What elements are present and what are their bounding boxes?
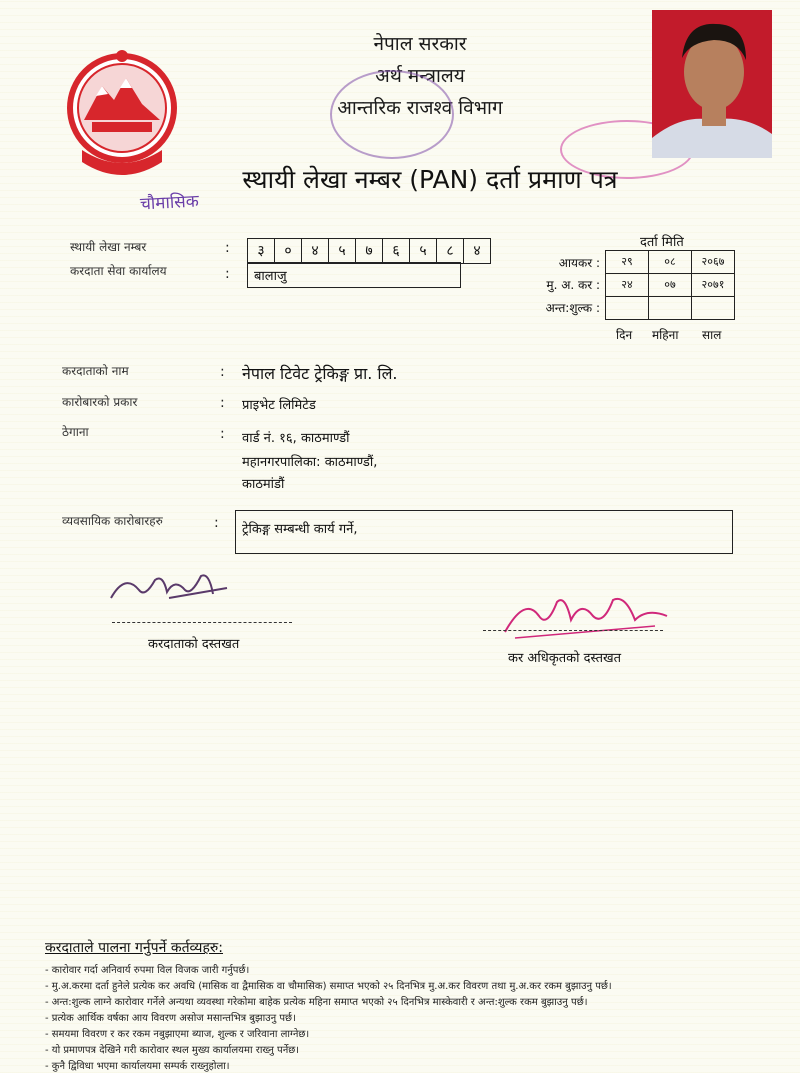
department-name: आन्तरिक राजश्व विभाग [337,97,503,119]
month-cell: ०७ [648,274,691,296]
address-label: ठेगाना [62,425,89,439]
month-cell: ०८ [648,251,691,273]
pan-digit: ६ [382,239,409,263]
taxpayer-name-label: करदाताको नाम [62,364,129,378]
nepal-emblem-icon [62,38,182,188]
year-cell [691,297,734,319]
taxpayer-name: नेपाल टिवेट ट्रेकिङ्ग प्रा. लि. [242,364,398,383]
excise-label: अन्त:शुल्क : [545,301,600,315]
duty-item: - कारोवार गर्दा अनिवार्य रुपमा विल विजक जारी गर्नुपर्छ। [45,965,250,976]
officer-signature-icon [495,586,675,646]
tax-office-box [247,262,461,288]
registration-date-table [605,250,735,320]
month-column-label: महिना [652,328,679,342]
address-line-2: महानगरपालिका: काठमाण्डौं, [242,455,378,470]
year-column-label: साल [702,328,722,342]
certificate-title: स्थायी लेखा नम्बर (PAN) दर्ता प्रमाण पत्र [242,165,618,194]
pan-digit: ८ [436,239,463,263]
colon: : [220,364,225,380]
taxpayer-photo [652,10,772,158]
day-column-label: दिन [616,328,633,342]
business-activities: ट्रेकिङ्ग सम्बन्धी कार्य गर्ने, [242,522,358,537]
duty-item: - कुनै द्विविधा भएमा कार्यालयमा सम्पर्क राख्नुहोला। [45,1061,230,1072]
day-cell: २४ [621,278,633,291]
colon: : [220,395,225,411]
duty-item: - प्रत्येक आर्थिक वर्षका आय विवरण असोज मसान्तभित्र बुझाउनु पर्छ। [45,1013,296,1024]
business-type: प्राइभेट लिमिटेड [242,398,316,413]
colon: : [214,515,219,531]
income-tax-label: आयकर : [558,256,600,270]
pan-digit: ४ [301,239,328,263]
business-activities-box [235,510,733,554]
person-icon [652,10,772,158]
taxpayer-signature-label: करदाताको दस्तखत [148,637,240,652]
colon: : [225,266,230,282]
month-cell [648,297,691,319]
pan-digit: ७ [355,239,382,263]
office-stamp [330,70,454,159]
duty-item: - यो प्रमाणपत्र देखिने गरी कारोवार स्थल मुख्य कार्यालयमा राख्नु पर्नेछ। [45,1045,300,1056]
business-type-label: कारोबारको प्रकार [62,395,138,409]
address-line-3: काठमांडौं [242,477,285,492]
officer-signature-label: कर अधिकृतको दस्तखत [508,651,622,666]
vat-label: मु. अ. कर : [546,278,600,292]
day-cell [606,297,648,319]
income-tax-row [605,250,735,274]
government-name: नेपाल सरकार [373,33,467,55]
filing-frequency-stamp: चौमासिक [139,191,200,215]
tax-office-value: बालाजु [254,269,287,284]
ministry-name: अर्थ मन्त्रालय [375,65,465,87]
taxpayer-signature-line [112,622,292,623]
business-activities-label: व्यवसायिक कारोबारहरु [62,514,163,528]
excise-row [605,297,735,320]
pan-label: स्थायी लेखा नम्बर [70,240,147,254]
duties-title: करदाताले पालना गर्नुपर्ने कर्तव्यहरु: [45,940,223,956]
registration-date-title: दर्ता मिति [640,235,684,250]
tax-office-label: करदाता सेवा कार्यालय [70,264,167,278]
pan-digit: ४ [463,239,490,263]
duty-item: - समयमा विवरण र कर रकम नबुझाएमा ब्याज, शुल्क र जरिवाना लाग्नेछ। [45,1029,310,1040]
pan-digit: ३ [257,243,265,259]
pan-number [247,238,491,264]
year-cell: २०७१ [691,274,734,296]
vat-row [605,274,735,297]
address-line-1: वार्ड नं. १६, काठमाण्डौं [242,431,350,446]
year-cell: २०६७ [691,251,734,273]
pan-digit: ५ [328,239,355,263]
taxpayer-signature-icon [105,568,235,608]
pan-digit: ० [274,239,301,263]
duty-item: - मु.अ.करमा दर्ता हुनेले प्रत्येक कर अवधि (मासिक वा द्वैमासिक वा चौमासिक) समाप्त भएको २५ दिनभित्र मु.अ.कर विवरण तथा मु.अ.कर रकम बुझाउनु पर्छ। [45,981,612,992]
officer-signature-line [483,630,663,631]
pan-digit: ५ [409,239,436,263]
colon: : [225,240,230,256]
day-cell: २९ [621,255,633,268]
duty-item: - अन्त:शुल्क लाग्ने कारोवार गर्नेले अन्यथा व्यवस्था गरेकोमा बाहेक प्रत्येक महिना समाप्त भएको २५ दिनभित्र मास्केवारी र अन्त:शुल्क रकम बुझाउनु पर्छ। [45,997,588,1008]
colon: : [220,426,225,442]
